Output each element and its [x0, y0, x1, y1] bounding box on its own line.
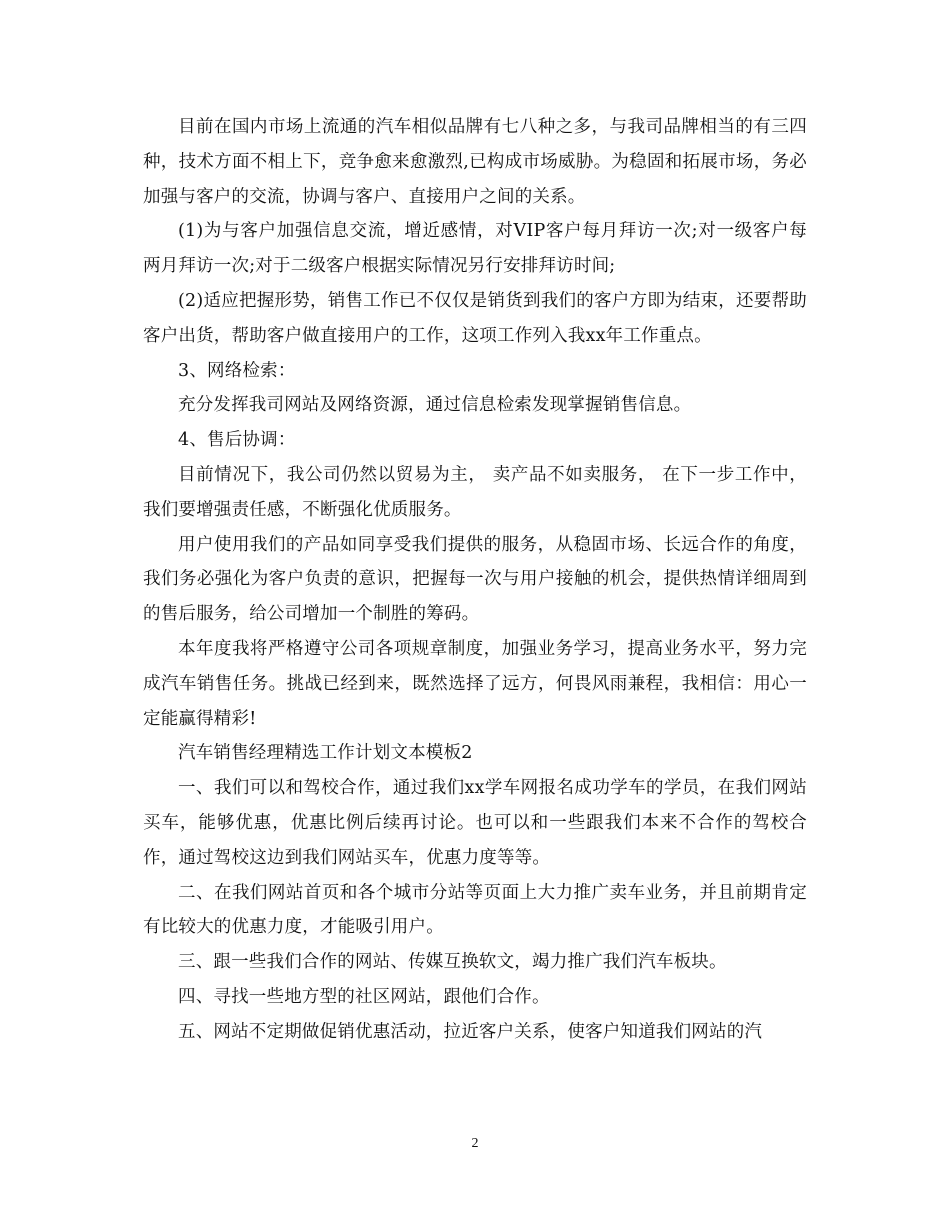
paragraph-market-competition: 目前在国内市场上流通的汽车相似品牌有七八种之多，与我司品牌相当的有三四种，技术方面不相上下，竞争愈来愈激烈,已构成市场威胁。为稳固和拓展市场，务必加强与客户的交流，协调与客户、直接用户之间的关系。 — [143, 117, 807, 207]
paragraph-item-one: 一、我们可以和驾校合作，通过我们xx学车网报名成功学车的学员，在我们网站买车，能够优惠，优惠比例后续再讨论。也可以和一些跟我们本来不合作的驾校合作，通过驾校这边到我们网站买车，优惠力度等等。 — [143, 778, 807, 868]
paragraph-item-four: 四、寻找一些地方型的社区网站，跟他们合作。 — [178, 986, 550, 1007]
paragraph-adapt-situation: (2)适应把握形势，销售工作已不仅仅是销货到我们的客户方即为结束，还要帮助客户出货，帮助客户做直接用户的工作，这项工作列入我xx年工作重点。 — [143, 290, 807, 346]
paragraph-network-resources: 充分发挥我司网站及网络资源，通过信息检索发现掌握销售信息。 — [178, 395, 692, 416]
document-body — [143, 110, 807, 1050]
section-title-template-2: 汽车销售经理精选工作计划文本模板2 — [178, 743, 473, 764]
heading-after-sales: 4、售后协调： — [178, 430, 296, 451]
paragraph-current-situation: 目前情况下，我公司仍然以贸易为主， 卖产品不如卖服务， 在下一步工作中，我们要增强责任感，不断强化优质服务。 — [143, 464, 807, 520]
paragraph-annual-commitment: 本年度我将严格遵守公司各项规章制度，加强业务学习，提高业务水平，努力完成汽车销售任务。挑战已经到来，既然选择了远方，何畏风雨兼程，我相信：用心一定能赢得精彩! — [143, 638, 807, 729]
page-number: 2 — [471, 1136, 479, 1151]
paragraph-item-three: 三、跟一些我们合作的网站、传媒互换软文，竭力推广我们汽车板块。 — [178, 952, 727, 973]
paragraph-item-five: 五、网站不定期做促销优惠活动，拉近客户关系，使客户知道我们网站的汽 — [178, 1021, 763, 1042]
paragraph-item-two: 二、在我们网站首页和各个城市分站等页面上大力推广卖车业务，并且前期肯定有比较大的优惠力度，才能吸引用户。 — [143, 882, 807, 938]
heading-network-search: 3、网络检索： — [178, 360, 296, 381]
paragraph-user-service: 用户使用我们的产品如同享受我们提供的服务，从稳固市场、长远合作的角度，我们务必强化为客户负责的意识，把握每一次与用户接触的机会，提供热情详细周到的售后服务，给公司增加一个制胜的筹码。 — [143, 534, 807, 625]
paragraph-visit-schedule: (1)为与客户加强信息交流，增近感情，对VIP客户每月拜访一次;对一级客户每两月拜访一次;对于二级客户根据实际情况另行安排拜访时间; — [143, 221, 807, 277]
